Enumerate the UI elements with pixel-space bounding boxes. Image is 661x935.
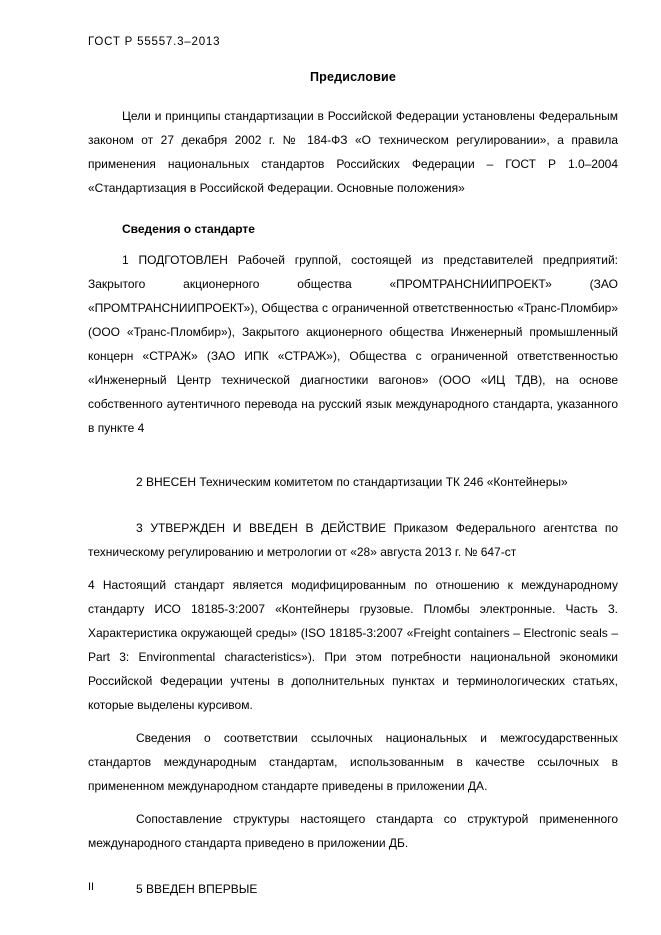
clause-1: 1 ПОДГОТОВЛЕН Рабочей группой, состоящей из представителей предприятий: Закрытого акционерного общества «ПРОМТРАНСНИИПРОЕКТ» (ЗАО «ПРОМТРАНСНИИПРОЕКТ»), Общества с ограниченной ответственностью «Транс-Пломбир» (ООО «Транс-Пломбир»), Закрытого акционерного общества Инженерный промышленный концерн «СТРАЖ» (ЗАО ИПК «СТРАЖ»), Общества с ограниченной ответственностью «Инженерный Центр технической диагностики вагонов» (ООО «ИЦ ТДВ), на основе собственного аутентичного перевода на русский язык международного стандарта, указанного в пункте 4 <box>88 253 618 435</box>
clause-2: 2 ВНЕСЕН Техническим комитетом по стандартизации ТК 246 «Контейнеры» <box>136 475 568 489</box>
page-number: II <box>88 881 95 893</box>
page-title: Предисловие <box>309 70 397 84</box>
standard-reference-header: ГОСТ Р 55557.3–2013 <box>88 36 221 48</box>
section-heading-standard-info: Сведения о стандарте <box>122 222 255 236</box>
clause-5: 5 ВВЕДЕН ВПЕРВЫЕ <box>136 882 258 896</box>
clause-3: 3 УТВЕРЖДЕН И ВВЕДЕН В ДЕЙСТВИЕ Приказом Федерального агентства по техническому регулированию и метрологии от «28» августа 2013 г. № 647-ст <box>88 521 618 559</box>
clause-4-note-2: Сопоставление структуры настоящего стандарта со структурой примененного международного стандарта приведено в приложении ДБ. <box>88 812 618 850</box>
page-content <box>88 36 618 901</box>
clause-4: 4 Настоящий стандарт является модифицированным по отношению к международному стандарту ИСО 18185-3:2007 «Контейнеры грузовые. Пломбы электронные. Часть 3. Характеристика окружающей среды» (ISO 18185-3:2007 «Freight containers – Electronic seals – Part 3: Environmental characteristics»). При этом потребности национальной экономики Российской Федерации учтены в дополнительных пунктах и терминологических статьях, которые выделены курсивом. <box>88 578 618 712</box>
paragraph-goals: Цели и принципы стандартизации в Российской Федерации установлены Федеральным законом от 27 декабря 2002 г. № 184-ФЗ «О техническом регулировании», а правила применения национальных стандартов Российских Федерации – ГОСТ Р 1.0–2004 «Стандартизация в Российской Федерации. Основные положения» <box>88 109 618 195</box>
clause-4-note-1: Сведения о соответствии ссылочных национальных и межгосударственных стандартов международным стандартам, использованным в качестве ссылочных в примененном международном стандарте приведены в приложении ДА. <box>88 731 618 793</box>
